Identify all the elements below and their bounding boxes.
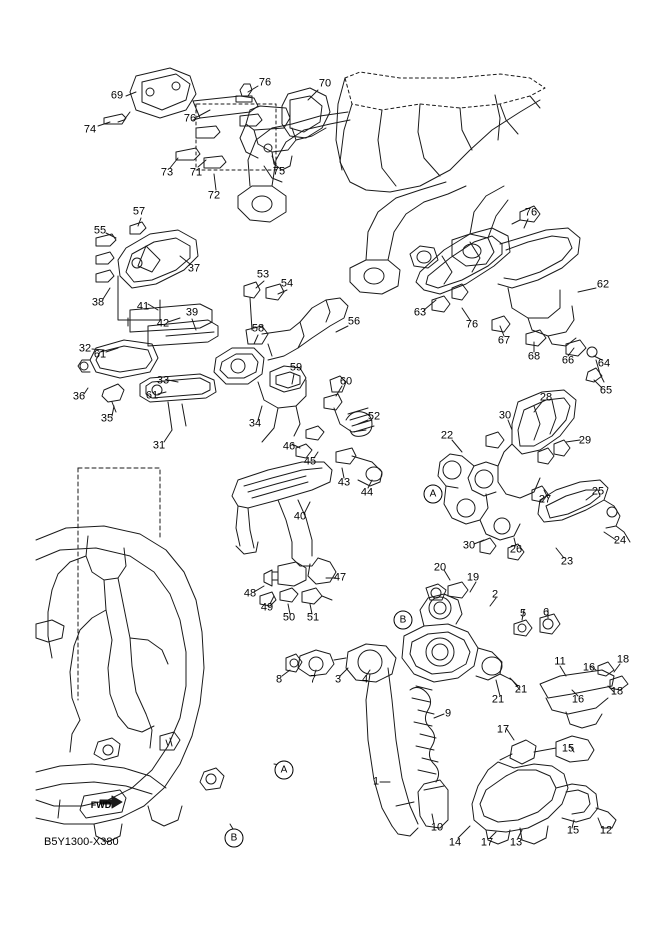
callout-number: 16 [582,661,596,674]
callout-number: 55 [93,224,107,237]
callout-number: 16 [571,693,585,706]
callout-number: 30 [462,539,476,552]
fwd-direction-label: FWD [90,800,112,810]
section-marker-a: A [424,485,443,504]
callout-number: 50 [282,611,296,624]
callout-number: 21 [491,693,505,706]
callout-number: 59 [289,361,303,374]
callout-number: 49 [260,601,274,614]
callout-number: 72 [207,189,221,202]
callout-number: 17 [496,723,510,736]
callout-number: 57 [132,205,146,218]
callout-number: 14 [448,836,462,849]
part-code-label: B5Y1300-X380 [44,836,119,848]
callout-number: 5 [519,607,527,620]
callout-number: 63 [413,306,427,319]
callout-number: 15 [566,824,580,837]
callout-number: 73 [160,166,174,179]
callout-number: 35 [100,412,114,425]
callout-number: 61 [145,389,159,402]
callout-number: 36 [72,390,86,403]
callout-number: 12 [599,824,613,837]
callout-number: 66 [561,354,575,367]
callout-number: 44 [360,486,374,499]
callout-number: 67 [497,334,511,347]
callout-number: 15 [561,742,575,755]
callout-number: 10 [430,821,444,834]
callout-number: 71 [189,166,203,179]
callout-number: 3 [334,673,342,686]
section-marker-a: A [275,761,294,780]
callout-number: 76 [465,318,479,331]
callout-number: 17 [480,836,494,849]
callout-number: 47 [333,571,347,584]
callout-number: 51 [306,611,320,624]
callout-number: 20 [433,561,447,574]
callout-number: 24 [613,534,627,547]
callout-number: 30 [498,409,512,422]
callout-number: 56 [347,315,361,328]
callout-number: 18 [616,653,630,666]
callout-number: 21 [514,683,528,696]
callout-number: 52 [367,410,381,423]
callout-number: 7 [309,673,317,686]
callout-number: 60 [339,375,353,388]
callout-number: 25 [591,485,605,498]
callout-number: 42 [156,317,170,330]
callout-number: 45 [303,455,317,468]
section-marker-b: B [225,829,244,848]
callout-number: 48 [243,587,257,600]
callout-number: 76 [524,206,538,219]
callout-number: 54 [280,277,294,290]
callout-number: 1 [372,775,380,788]
callout-number: 18 [610,685,624,698]
callout-number: 76 [258,76,272,89]
callout-number: 22 [440,429,454,442]
callout-number: 61 [93,348,107,361]
callout-number: 70 [318,77,332,90]
callout-number: 40 [293,510,307,523]
callout-number: 74 [83,123,97,136]
callout-number: 31 [152,439,166,452]
callout-number: 43 [337,476,351,489]
callout-number: 38 [91,296,105,309]
callout-number: 65 [599,384,613,397]
callout-number: 41 [136,300,150,313]
callout-number: 8 [275,673,283,686]
callout-number: 58 [251,322,265,335]
callout-number: 27 [538,493,552,506]
callout-number: 29 [578,434,592,447]
callout-number: 9 [444,707,452,720]
callout-number: 34 [248,417,262,430]
callout-number: 76 [183,112,197,125]
callout-number: 6 [542,606,550,619]
callout-number: 64 [597,357,611,370]
section-marker-b: B [394,611,413,630]
callout-number: 4 [361,673,369,686]
callout-number: 68 [527,350,541,363]
callout-number: 75 [272,165,286,178]
callout-number: 2 [491,588,499,601]
callout-number: 19 [466,571,480,584]
callout-number: 62 [596,278,610,291]
callout-number: 28 [539,391,553,404]
callout-number: 26 [509,543,523,556]
callout-number: 13 [509,836,523,849]
callout-number: 53 [256,268,270,281]
callout-number: 69 [110,89,124,102]
callout-number: 23 [560,555,574,568]
callout-number: 46 [282,440,296,453]
callout-number: 33 [156,374,170,387]
callout-number: 32 [78,342,92,355]
callout-number: 11 [554,655,566,668]
callout-number: 39 [185,306,199,319]
callout-number: 37 [187,262,201,275]
